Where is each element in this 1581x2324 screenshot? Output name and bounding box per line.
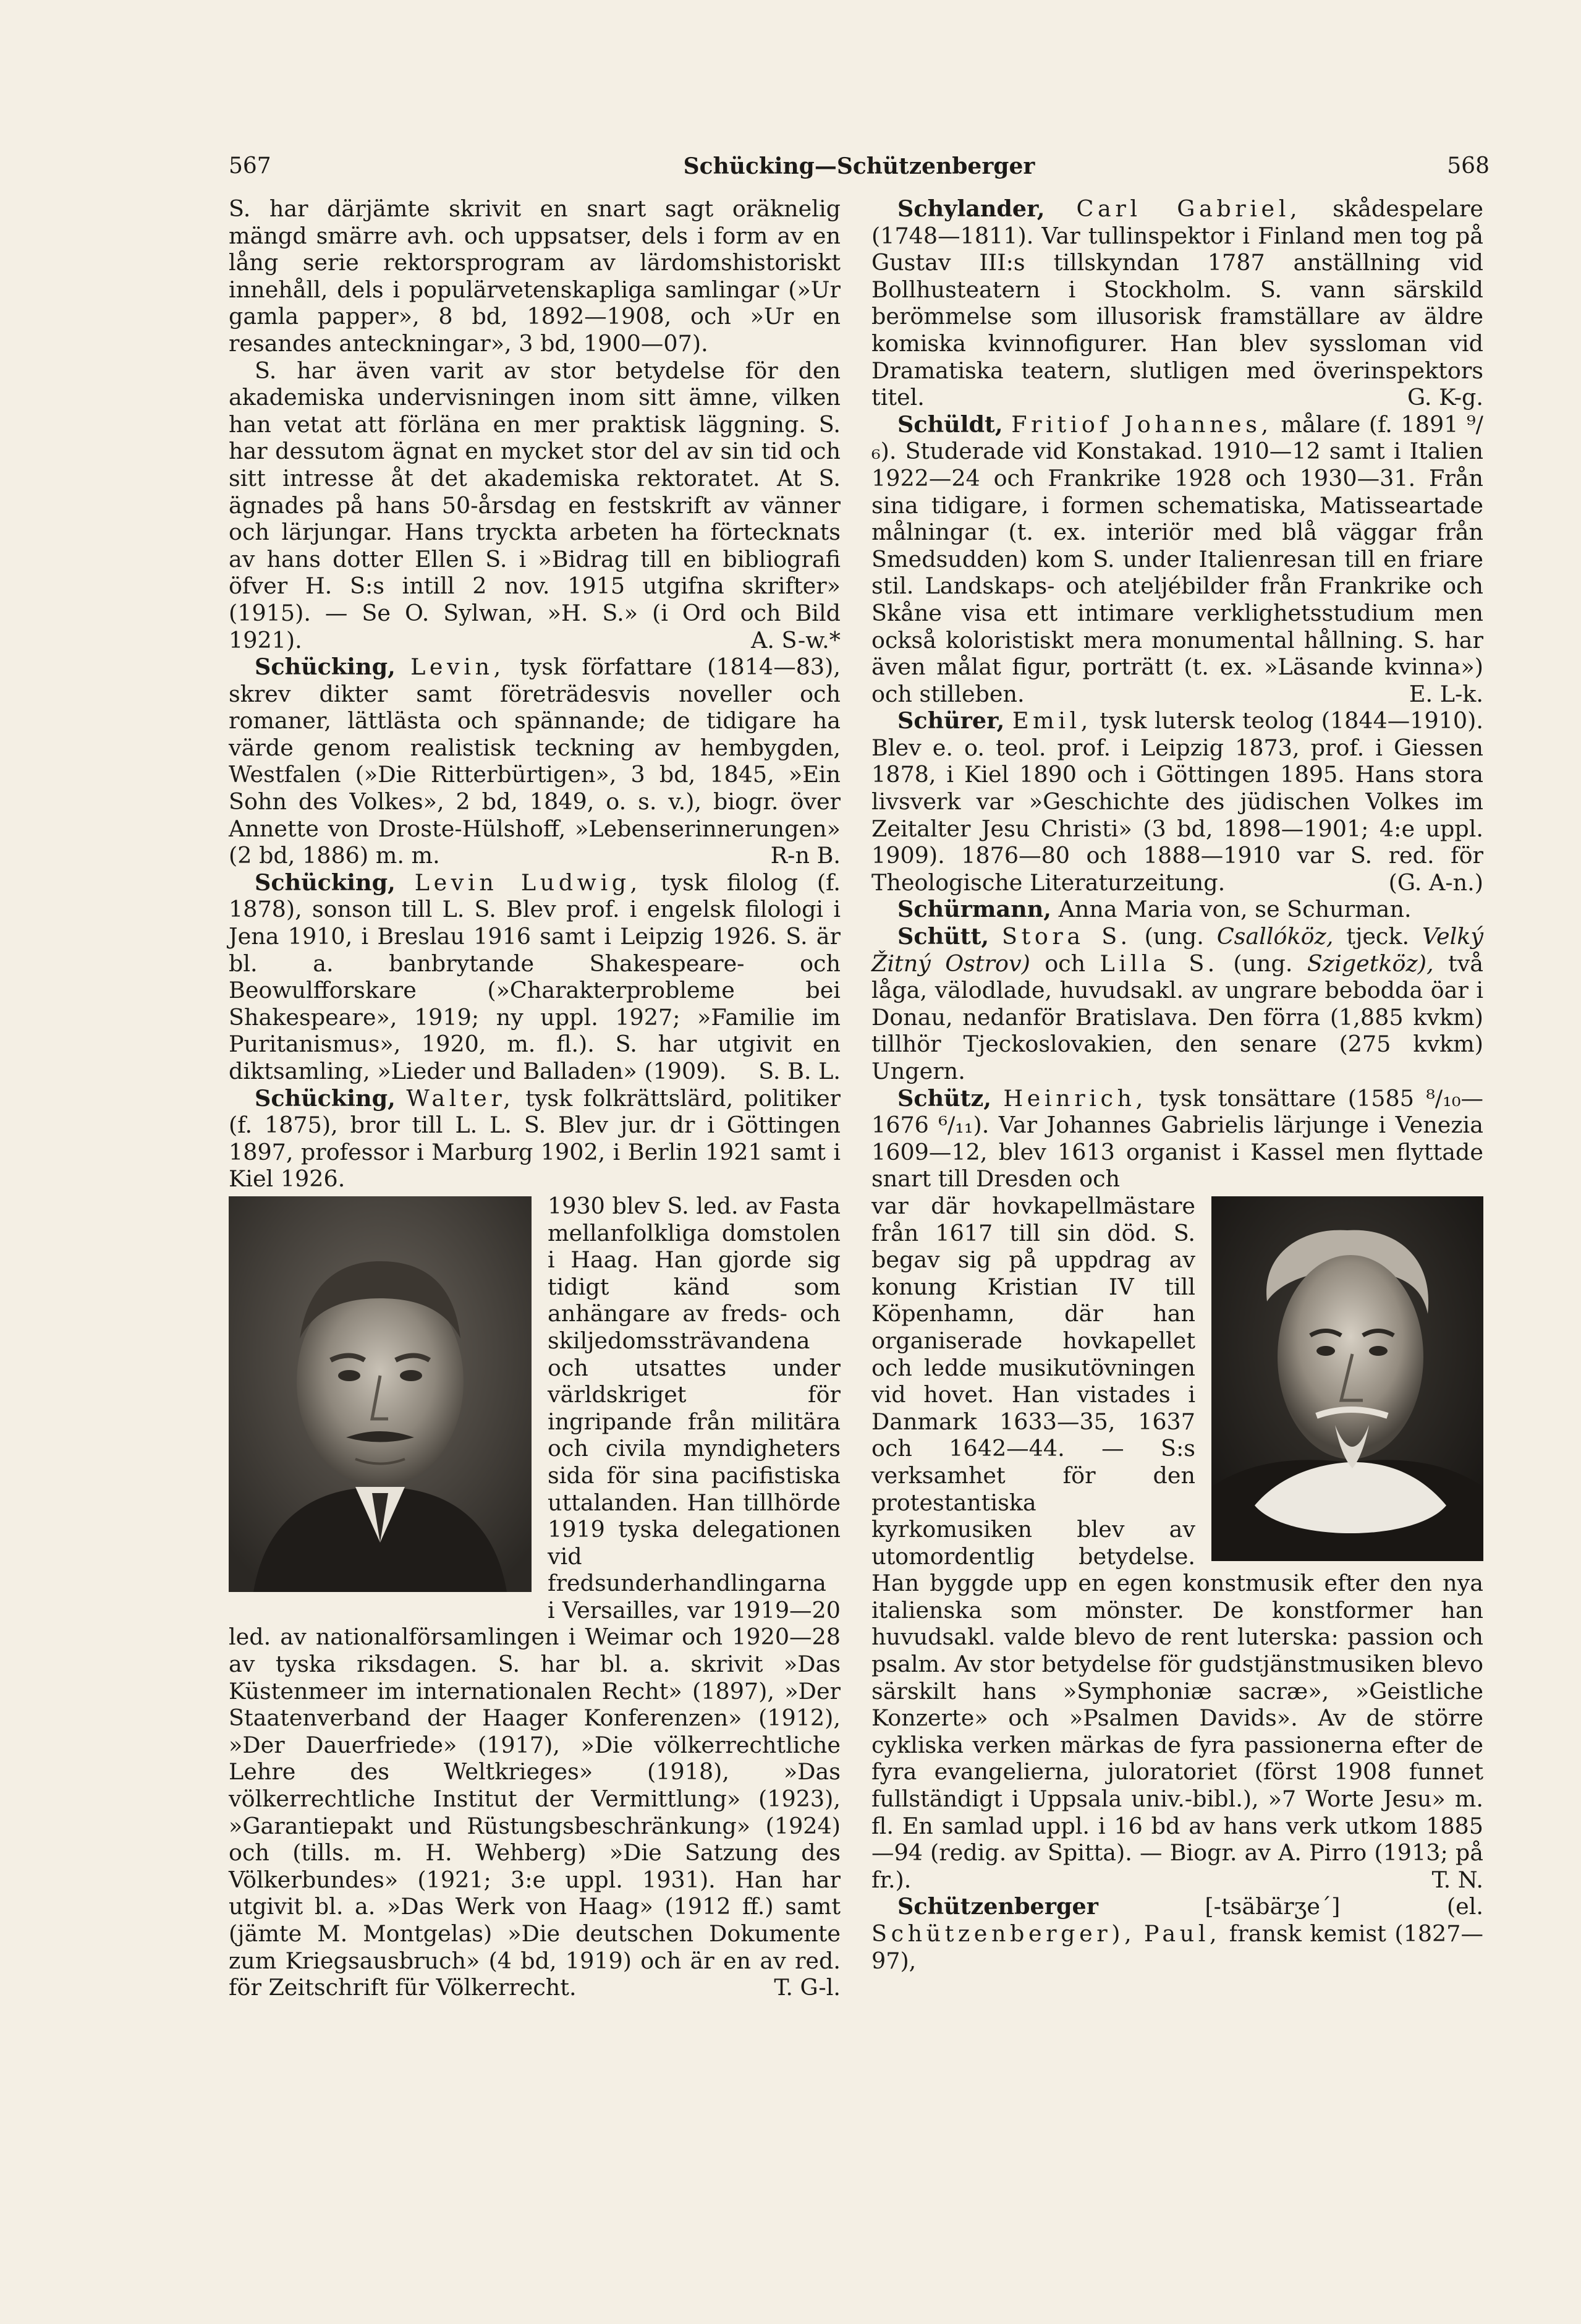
page-number-left: 567 (229, 153, 271, 179)
entry-name: Levin Ludwig, (414, 869, 642, 896)
portrait-image (1211, 1196, 1483, 1561)
entry-headword: Schütt, (897, 923, 990, 950)
entry-schylander (871, 195, 1483, 411)
entry-name: Paul, (1143, 1920, 1221, 1947)
entry-text: två låga, välodlade, huvudsakl. av ungrare bebodda öar i Donau, nedanför Bratislava. Den förra (1,885 kvkm) tillhör Tjeckoslovakien, den senare (275 kvkm) Ungern. (871, 950, 1484, 1084)
right-column (871, 195, 1483, 1974)
page-number-right: 568 (1447, 153, 1490, 179)
author-signature: (G. A-n.) (1388, 869, 1483, 896)
entry-name: Fritiof Johannes, (1011, 411, 1273, 438)
entry-schutz (871, 1085, 1483, 1193)
entry-schuldt (871, 411, 1483, 708)
entry-schucking-levin (229, 653, 841, 869)
entry-name: Schützenberger), (871, 1920, 1136, 1947)
portrait-image (229, 1196, 532, 1592)
author-signature: G. K-g. (1407, 384, 1483, 411)
entry-headword: Schücking, (255, 653, 396, 681)
paragraph (229, 195, 841, 357)
entry-italic: Csallóköz, (1216, 923, 1334, 950)
entry-text: målare (f. 1891 ⁹/₆). Studerade vid Konstakad. 1910—12 samt i Italien 1922—24 och Frankrike 1928 och 1930—31. Från sina tidigare, i formen schematiska, Matisseartade målningar (t. ex. interiör med blå väggar från Smedsudden) kom S. under Italienresan till en friare stil. Landskaps- och ateljébilder från Frankrike och Skåne visa ett intimare verklighetsstudium men också koloristiskt mera monumental hållning. S. har även målat figur, porträtt (t. ex. »Läsande kvinna») och stilleben. (871, 411, 1483, 707)
author-signature: R-n B. (770, 842, 841, 869)
entry-headword: Schücking, (255, 869, 396, 896)
paragraph (229, 357, 841, 654)
entry-text: Anna Maria von, se Schurman. (1058, 896, 1412, 923)
portrait-heinrich-schutz (1211, 1196, 1483, 1561)
entry-text: tjeck. (1346, 923, 1410, 950)
entry-text: fransk kemist (1827—97), (871, 1920, 1483, 1974)
entry-name: Stora S. (1002, 923, 1132, 950)
entry-name: Lilla S. (1100, 950, 1219, 977)
author-signature: T. N. (1431, 1866, 1483, 1893)
entry-text: tysk lutersk teolog (1844—1910). Blev e. o. teol. prof. i Leipzig 1873, prof. i Giessen 1878, i Kiel 1890 och i Göttingen 1895. Hans stora livsverk var »Geschichte des jüdischen Volkes im Zeitalter Jesu Christi» (3 bd, 1898—1901; 4:e uppl. 1909). 1876—80 och 1888—1910 var S. red. för Theologische Literaturzeitung. (871, 707, 1483, 896)
entry-headword: Schütz, (897, 1084, 991, 1112)
entry-text: (ung. (1144, 923, 1204, 950)
entry-headword: Schücking, (255, 1084, 396, 1112)
entry-headword: Schylander, (897, 195, 1045, 222)
paragraph-text: S. har därjämte skrivit en snart sagt oräknelig mängd smärre avh. och uppsatser, dels i form av en lång serie rektorsprogram av lärdomshistoriskt innehåll, dels i populärvetenskapliga samlingar (»Ur gamla papper», 8 bd, 1892—1908, och »Ur en resandes anteckningar», 3 bd, 1900—07). (229, 195, 841, 357)
author-signature: S. B. L. (758, 1058, 841, 1084)
entry-text: tysk tonsättare (1585 ⁸/₁₀—1676 ⁶/₁₁). Var Johannes Gabrielis lärjunge i Venezia 1609—12, blev 1613 organist i Kassel men flyttade snart till Dresden och (871, 1084, 1483, 1193)
author-signature: E. L-k. (1409, 680, 1483, 707)
entry-headword: Schützenberger (897, 1893, 1098, 1920)
entry-name: Levin, (410, 653, 505, 681)
entry-text: tysk folkrättslärd, politiker (f. 1875), bror till L. L. S. Blev jur. dr i Göttingen 1897, professor i Marburg 1902, i Berlin 1921 samt i Kiel 1926. (229, 1084, 841, 1193)
entry-name: Carl Gabriel, (1076, 195, 1302, 222)
paragraph-text: S. har även varit av stor betydelse för den akademiska undervisningen inom sitt ämne, vilken han vetat att förläna en mer praktisk läggning. S. har dessutom ägnat en mycket stor del av sin tid och sitt intresse åt det akademiska rektoratet. At S. ägnades på hans 50-årsdag en festskrift av vänner och lärjungar. Hans tryckta arbeten ha förtecknats av hans dotter Ellen S. i »Bidrag till en bibliografi öfver H. S:s intill 2 nov. 1915 utgifna skrifter» (1915). — Se O. Sylwan, »H. S.» (i Ord och Bild 1921). (229, 357, 841, 653)
entry-schutt (871, 923, 1483, 1085)
entry-schurer (871, 707, 1483, 896)
entry-schutzenberger (871, 1893, 1483, 1974)
left-column (229, 195, 841, 2001)
running-title: Schücking—Schützenberger (683, 153, 1035, 179)
entry-text: tysk författare (1814—83), skrev dikter samt företrädesvis noveller och romaner, lättlästa och spännande; de tidigare ha värde genom realistisk teckning av hembygden, Westfalen (»Die Ritterbürtigen», 3 bd, 1845, »Ein Sohn des Volkes», 2 bd, 1849, o. s. v.), biogr. över Annette von Droste-Hülshoff, »Lebenserinnerungen» (2 bd, 1886) m. m. (229, 653, 841, 869)
entry-text: var där hovkapellmästare från 1617 till sin död. S. begav sig på uppdrag av konung Kristian IV till Köpenhamn, där han organiserade hovkapellet och ledde musikutövningen vid hovet. Han vistades i Danmark 1633—35, 1637 och 1642—44. — S:s verksamhet för den protestantiska kyrkomusiken blev av utomordentlig betydelse. Han byggde upp en egen konstmusik efter den nya italienska som mönster. De konstformer han huvudsakl. valde blevo de rent luterska: passion och psalm. Av stor betydelse för gudstjänstmusiken blevo särskilt hans »Symphoniæ sacræ», »Geistliche Konzerte» och »Psalmen Davids». Av de större cykliska verken märkas de fyra passionerna efter de fyra evangelierna, juloratoriet (först 1908 funnet fullständigt i Uppsala univ.-bibl.), »7 Worte Jesu» m. fl. En samlad uppl. i 16 bd av hans verk utkom 1885—94 (redig. av Spitta). — Biogr. av A. Pirro (1913; på fr.). (871, 1192, 1483, 1893)
entry-italic: Szigetköz), (1307, 950, 1434, 977)
entry-pronunciation: [-tsäbärʒe´] (1205, 1893, 1341, 1920)
entry-text: och (1045, 950, 1086, 977)
entry-headword: Schürmann, (897, 896, 1051, 923)
entry-schucking-walter (229, 1085, 841, 1193)
entry-italic: Velký Žitný Ostrov) (871, 923, 1484, 977)
entry-text: (el. (1446, 1893, 1483, 1920)
entry-name: Walter, (406, 1084, 515, 1112)
entry-text: 1930 blev S. led. av Fasta mellanfolkliga domstolen i Haag. Han gjorde sig tidigt känd som anhängare av freds- och skiljedomssträvandena och utsattes under världskriget för ingripande från militära och civila myndigheters sida för sina pacifistiska uttalanden. Han tillhörde 1919 tyska delegationen vid fredsunderhandlingarna i Versailles, var 1919—20 led. av nationalförsamlingen i Weimar och 1920—28 av tyska riksdagen. S. har bl. a. skrivit »Das Küstenmeer im internationalen Recht» (1897), »Der Staatenverband der Haager Konferenzen» (1912), »Der Dauerfriede» (1917), »Die völkerrechtliche Lehre des Weltkrieges» (1918), »Das völkerrechtliche Institut der Vermittlung» (1923), »Garantiepakt und Rüstungsbeschränkung» (1924) och (tills. m. H. Wehberg) »Die Satzung des Völkerbundes» (1921; 3:e uppl. 1931). Han har utgivit bl. a. »Das Werk von Haag» (1912 ff.) samt (jämte M. Montgelas) »Die deutschen Dokumente zum Kriegsausbruch» (4 bd, 1919) och är en av red. för Zeitschrift für Völkerrecht. (229, 1192, 841, 2001)
entry-headword: Schüldt, (897, 411, 1003, 438)
entry-name: Heinrich, (1003, 1084, 1147, 1112)
author-signature: A. S-w.* (750, 626, 841, 653)
entry-text: (ung. (1233, 950, 1293, 977)
entry-schurmann (871, 896, 1483, 923)
page-header (229, 153, 1490, 184)
portrait-walter-schucking (229, 1196, 532, 1592)
entry-text: skådespelare (1748—1811). Var tullinspektor i Finland men tog på Gustav III:s tillskyndan 1787 anställning vid Bollhusteatern i Stockholm. S. vann särskild berömmelse som illusorisk framställare av äldre komiska kvinnofigurer. Han blev syssloman vid Dramatiska teatern, slutligen med överinspektors titel. (871, 195, 1484, 411)
entry-text: tysk filolog (f. 1878), sonson till L. S. Blev prof. i engelsk filologi i Jena 1910, i Breslau 1916 samt i Leipzig 1926. S. är bl. a. banbrytande Shakespeare- och Beowulfforskare (»Charakterprobleme bei Shakespeare», 1919; ny uppl. 1927; »Familie im Puritanismus», 1920, m. fl.). S. har utgivit en diktsamling, »Lieder und Balladen» (1909). (229, 869, 841, 1084)
entry-headword: Schürer, (897, 707, 1005, 734)
entry-name: Emil, (1012, 707, 1092, 734)
author-signature: T. G-l. (774, 1974, 841, 2001)
entry-schucking-levin-ludwig (229, 869, 841, 1085)
